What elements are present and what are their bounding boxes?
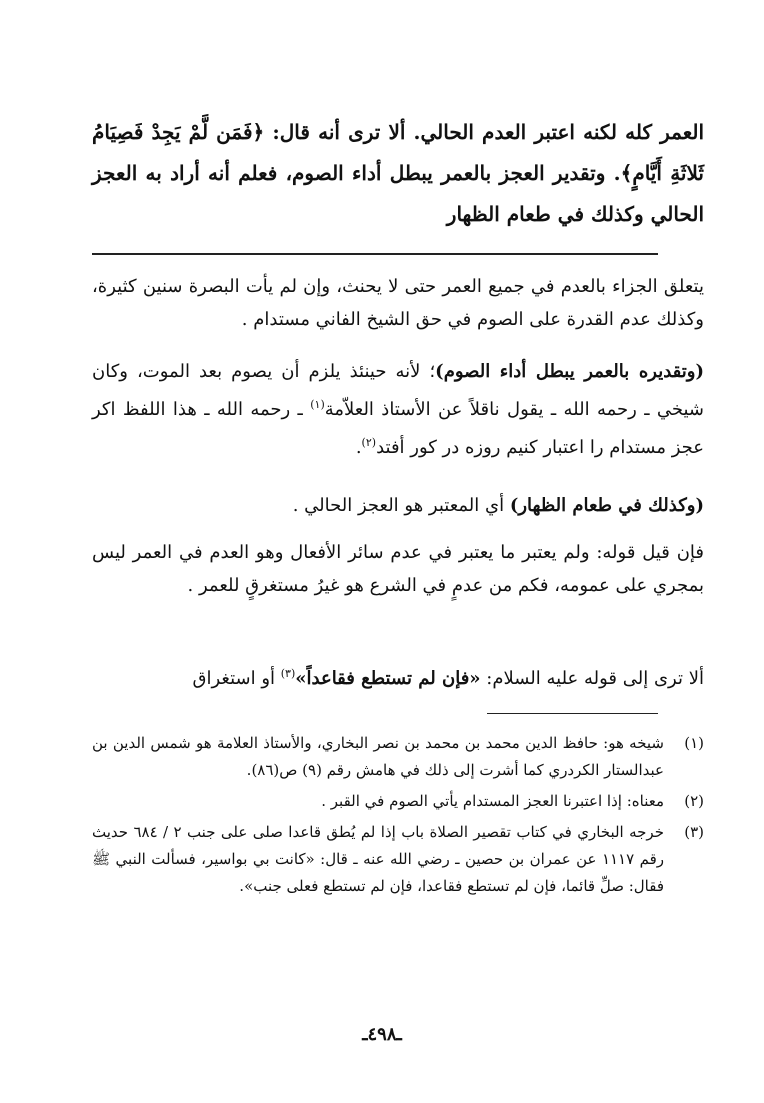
commentary-p5-text-a: ألا ترى إلى قوله عليه السلام: [480,668,704,689]
commentary-p1-text: يتعلق الجزاء بالعدم في جميع العمر حتى لا يحنث، وإن لم يأت البصرة سنين كثيرة، وكذلك عدم القدرة على الصوم في حق الشيخ الفاني مستدام . [92,276,704,330]
footnote-number: (٣) [684,823,704,841]
main-text-part1: العمر كله لكنه اعتبر العدم الحالي. ألا ترى أنه قال: [264,120,705,144]
footnote-separator [487,713,658,714]
footnote-1 [92,730,704,784]
footnote-text: خرجه البخاري في كتاب تقصير الصلاة باب إذا لم يُطق قاعدا صلى على جنب ٢ / ٦٨٤ حديث رقم ١١١٧ عن عمران بن حصين ـ رضي الله عنه ـ قال: «كانت بي بواسير، فسألت النبي ﷺ فقال: صلِّ قائما، فإن لم تستطع فقاعدا، فإن لم تستطع فعلى جنب». [92,823,664,895]
commentary-paragraph-3 [92,489,704,522]
footnote-2 [92,788,704,815]
main-separator [92,253,658,255]
footnote-ref-2: (٢) [361,436,377,449]
commentary-paragraph-2 [92,355,704,464]
commentary-paragraph-4 [92,536,704,602]
footnote-3 [92,819,704,900]
commentary-p4-text: فإن قيل قوله: ولم يعتبر ما يعتبر في عدم سائر الأفعال وهو العدم في العمر ليس بمجري على عمومه، فكم من عدمٍ في الشرع هو غيرُ مستغرقٍ للعمر . [92,542,704,596]
footnote-number: (٢) [684,792,704,810]
page-number: ـ٤٩٨ـ [362,1024,402,1045]
commentary-p2-text: ؛ لأنه حينئذ يلزم أن يصوم بعد الموت، وكان شيخي ـ رحمه الله ـ يقول ناقلاً عن الأستاذ العلاّمة [92,361,704,420]
footnote-number: (١) [684,734,704,752]
commentary-p2-end: . [355,437,362,458]
commentary-p3-text: أي المعتبر هو العجز الحالي . [292,495,510,516]
main-text [92,112,704,235]
footnote-ref-3: (٣) [280,667,296,680]
commentary-p2-quote: (وتقديره بالعمر يبطل أداء الصوم) [435,361,705,382]
footnotes [92,730,704,904]
quran-verse: ﴿فَمَن لَّمْ يَجِدْ فَصِيَامُ ثَلاثَةِ أَيَّامٍ﴾ [92,120,704,185]
footnote-text: معناه: إذا اعتبرنا العجز المستدام يأتي الصوم في القبر . [321,792,664,810]
commentary-p2-tail: ـ رحمه الله ـ هذا اللفظ اكر عجز مستدام را اعتبار كنيم روزه در كور أفتد [92,399,704,458]
commentary-p5-hadith: «فإن لم تستطع فقاعداً» [295,668,481,689]
footnote-ref-1: (١) [310,398,325,411]
main-text-part2: . وتقدير العجز بالعمر يبطل أداء الصوم، فعلم أنه أراد به العجز الحالي وكذلك في طعام الظهار [92,161,704,226]
commentary-p5-text-b: أو استغراق [192,668,281,689]
footnote-text: شيخه هو: حافظ الدين محمد بن محمد بن نصر البخاري، والأستاذ العلامة هو شمس الدين بن عبدالستار الكردري كما أشرت إلى ذلك في هامش رقم (٩) ص(٨٦). [92,734,664,779]
commentary-p3-quote: (وكذلك في طعام الظهار) [509,495,704,516]
commentary-paragraph-1 [92,270,704,336]
commentary-paragraph-5 [92,657,704,695]
